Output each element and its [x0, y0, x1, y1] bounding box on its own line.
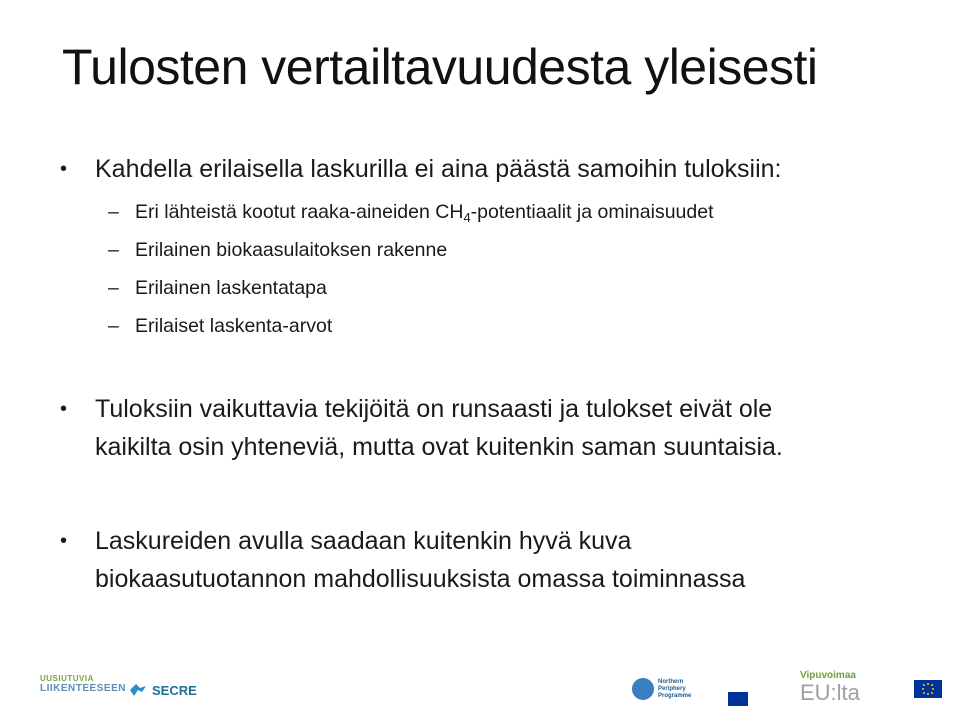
sub-dash: – [108, 315, 119, 337]
vipuvoimaa-eulta-logo: Vipuvoimaa EU:lta [800, 670, 860, 705]
subitem-3-text: Erilainen laskentatapa [135, 277, 327, 299]
subitem-1-subscript: 4 [463, 210, 471, 225]
bullet-dot: • [60, 158, 68, 180]
sub-dash: – [108, 239, 119, 261]
subitem-2-text: Erilainen biokaasulaitoksen rakenne [135, 239, 448, 261]
subitem-1-post: -potentiaalit ja ominaisuudet [470, 201, 714, 223]
uusiutuvia-liikenteeseen-logo: UUSIUTUVIA LIIKENTEESEEN [40, 674, 126, 694]
bullet-3-line1: Laskureiden avulla saadaan kuitenkin hyvä kuva [95, 527, 632, 555]
sub-dash: – [108, 277, 119, 299]
npp-circle-icon [632, 678, 654, 700]
footer-logos [0, 660, 960, 720]
subitem-4-text: Erilaiset laskenta-arvot [135, 315, 333, 337]
subitem-1-pre: Eri lähteistä kootut raaka-aineiden CH [135, 201, 464, 223]
eu-flag-icon [728, 692, 748, 706]
bullet-dot: • [60, 530, 68, 552]
bullet-2-line2: kaikilta osin yhteneviä, mutta ovat kuitenkin saman suuntaisia. [95, 433, 783, 461]
bullet-2-line1: Tuloksiin vaikuttavia tekijöitä on runsaasti ja tulokset eivät ole [95, 395, 773, 423]
secre-logo: SECRE [128, 676, 197, 704]
bullet-3-line2: biokaasutuotannon mahdollisuuksista omassa toiminnassa [95, 565, 746, 593]
secre-fish-icon [128, 680, 148, 700]
slide-title: Tulosten vertailtavuudesta yleisesti [62, 39, 818, 95]
northern-periphery-programme-logo: Northern Periphery Programme [632, 678, 691, 700]
sub-dash: – [108, 201, 119, 223]
bullet-1-text: Kahdella erilaisella laskurilla ei aina päästä samoihin tuloksiin: [95, 155, 782, 183]
bullet-dot: • [60, 398, 68, 420]
eu-flag-icon [914, 680, 942, 698]
